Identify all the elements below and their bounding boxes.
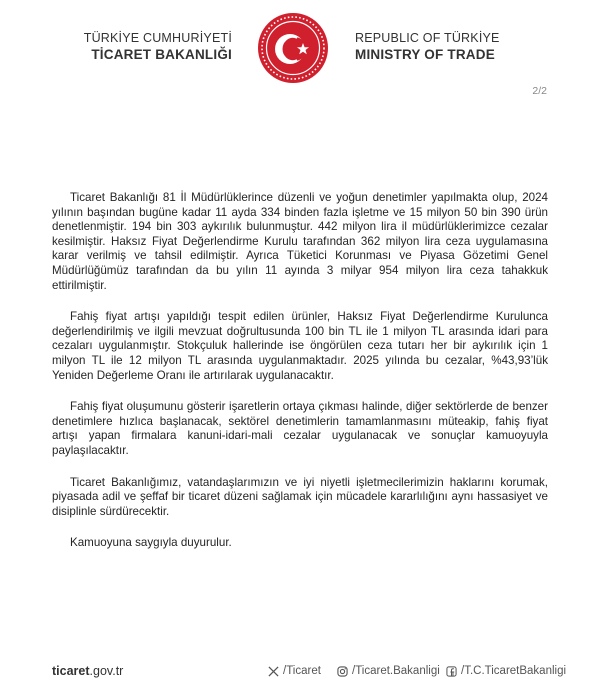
website-domain-bold: ticaret <box>52 664 90 678</box>
instagram-social-link[interactable] <box>337 665 440 677</box>
x-icon <box>268 666 279 677</box>
x-handle: /Ticaret <box>283 665 321 677</box>
letterhead-english <box>355 30 500 63</box>
website-domain-suffix: .gov.tr <box>89 664 124 678</box>
ministry-logo-icon <box>257 12 329 84</box>
letterhead <box>0 0 600 100</box>
paragraph-closing: Kamuoyuna saygıyla duyurulur. <box>70 536 232 550</box>
facebook-handle: /T.C.TicaretBakanligi <box>461 665 567 677</box>
letterhead-republic-tr: TÜRKİYE CUMHURİYETİ <box>83 31 232 45</box>
press-release-body <box>52 191 548 568</box>
x-social-link[interactable] <box>268 665 321 677</box>
footer <box>0 664 600 684</box>
facebook-social-link[interactable] <box>446 665 566 677</box>
page-number: 2/2 <box>532 85 547 97</box>
letterhead-republic-en: REPUBLIC OF TÜRKİYE <box>355 31 500 45</box>
paragraph-penalties: Fahiş fiyat artışı yapıldığı tespit edilen ürünler, Haksız Fiyat Değerlendirme Kurulunca değerlendirilmiş ve ilgili mevzuat doğrultusunda 100 bin TL ile 1 milyon TL arasında idari para cezaları uygulanmıştır. Stokçuluk hallerinde ise öngörülen ceza tutarı her bir aykırılık için 1 milyon TL ile 12 milyon TL arasında uygulanmaktadır. 2025 yılında bu cezalar, %43,93’lük Yeniden Değerleme Oranı ile artırılarak uygulanacaktır. <box>52 310 548 382</box>
instagram-handle: /Ticaret.Bakanligi <box>352 665 440 677</box>
paragraph-sector-inspections: Fahiş fiyat oluşumunu gösterir işaretlerin ortaya çıkması halinde, diğer sektörlerde de benzer denetimlere hızlıca başlanacak, sektörel denetimlerin tamamlanmasını müteakip, fahiş fiyat artışı yapan firmalara kanuni-idari-mali cezalar uygulanacak ve sonuçlar kamuoyuyla paylaşılacaktır. <box>52 400 548 457</box>
instagram-icon <box>337 666 348 677</box>
paragraph-inspections: Ticaret Bakanlığı 81 İl Müdürlüklerince düzenli ve yoğun denetimler yapılmakta olup, 2024 yılının başından bugüne kadar 11 ayda 334 binden fazla işletme ve 15 milyon 50 bin 390 ürün denetlenmiştir. 194 bin 303 aykırılık bulunmuştur. 442 milyon lira il müdürlüklerimizce cezalar kesilmiştir. Haksız Fiyat Değerlendirme Kurulu tarafından 362 milyon lira ceza uygulamasına karar verilmiş ve tahsil edilmiştir. Ayrıca Tüketici Korunması ve Piyasa Gözetimi Genel Müdürlüğümüz tarafından da bu yılın 11 ayında 3 milyar 954 milyon lira ceza tahakkuk ettirilmiştir. <box>52 191 548 292</box>
letterhead-turkish <box>84 30 232 63</box>
letterhead-ministry-tr: TİCARET BAKANLIĞI <box>91 47 232 62</box>
website-link[interactable] <box>52 664 123 678</box>
paragraph-commitment: Ticaret Bakanlığımız, vatandaşlarımızın ve iyi niyetli işletmecilerimizin haklarını korumak, piyasada adil ve şeffaf bir ticaret düzeni sağlamak için mücadele kararlılığını aynı hassasiyet ve disiplinle sürdürecektir. <box>52 475 548 518</box>
facebook-icon <box>446 666 457 677</box>
letterhead-ministry-en: MINISTRY OF TRADE <box>355 47 495 62</box>
